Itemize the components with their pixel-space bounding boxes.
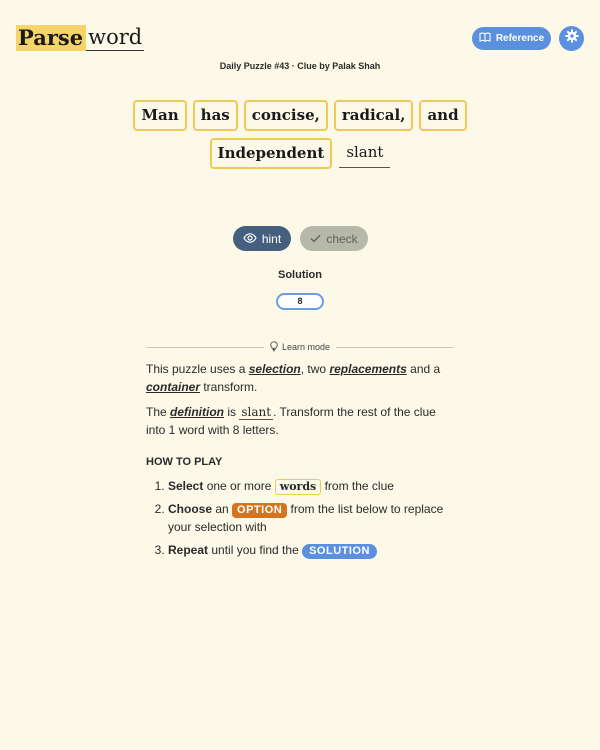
- text: This puzzle uses a: [146, 362, 249, 376]
- clue-row-2: [0, 138, 600, 169]
- divider-line: [336, 347, 454, 348]
- text: is: [224, 405, 240, 419]
- clue-row-1: [0, 100, 600, 131]
- transform-description: [146, 360, 456, 396]
- learn-mode-label: Learn mode: [281, 342, 331, 352]
- term-replacements[interactable]: replacements: [329, 362, 407, 376]
- reference-button[interactable]: [472, 27, 551, 50]
- step-verb: Repeat: [168, 543, 209, 557]
- text: , two: [300, 362, 330, 376]
- puzzle-subtitle: Daily Puzzle #43 · Clue by Palak Shah: [219, 61, 381, 71]
- text: transform.: [200, 380, 258, 394]
- how-to-step: [168, 541, 456, 559]
- logo-word: word: [88, 25, 143, 49]
- text: . Transform the rest of the clue into 1 word with 8 letters.: [146, 405, 436, 437]
- gear-icon: [565, 29, 579, 48]
- solution-label: Solution: [278, 269, 322, 281]
- clue-word[interactable]: and: [419, 100, 466, 131]
- hint-button[interactable]: [233, 226, 291, 251]
- settings-button[interactable]: [559, 26, 584, 51]
- text: one or more: [203, 479, 275, 493]
- clue-word[interactable]: has: [193, 100, 238, 131]
- step-verb: Choose: [168, 502, 213, 516]
- reference-label: Reference: [495, 33, 545, 44]
- learn-mode-divider: [146, 340, 454, 354]
- solution-chip: SOLUTION: [302, 544, 377, 559]
- check-button[interactable]: [300, 226, 368, 251]
- checkmark-icon: [310, 232, 321, 246]
- definition-word: slant: [339, 138, 390, 168]
- option-chip: OPTION: [232, 503, 287, 518]
- text: The: [146, 405, 171, 419]
- solution-length-input[interactable]: 8: [276, 293, 324, 310]
- logo: [16, 24, 144, 51]
- definition-inline: slant: [241, 405, 272, 419]
- term-container[interactable]: container: [146, 380, 201, 394]
- how-to-play-title: HOW TO PLAY: [146, 456, 223, 468]
- eye-icon: [243, 232, 257, 246]
- clue-word[interactable]: radical,: [334, 100, 414, 131]
- definition-description: [146, 403, 456, 439]
- logo-parse: Parse: [16, 25, 86, 51]
- learn-mode-toggle[interactable]: [264, 341, 336, 354]
- text: from the list below to replace your selection with: [168, 502, 444, 534]
- clue-word[interactable]: Independent: [210, 138, 333, 169]
- how-to-step: [168, 477, 456, 495]
- divider-line: [146, 347, 264, 348]
- book-icon: [479, 32, 491, 45]
- text: an: [212, 502, 233, 516]
- how-to-step: [168, 500, 456, 536]
- how-to-play-list: [146, 477, 456, 559]
- words-chip: words: [275, 479, 322, 495]
- clue-word[interactable]: Man: [133, 100, 186, 131]
- learn-content: [146, 360, 456, 564]
- term-selection[interactable]: selection: [248, 362, 301, 376]
- text: from the clue: [321, 479, 394, 493]
- lightbulb-icon: [270, 341, 278, 354]
- clue-word[interactable]: concise,: [244, 100, 328, 131]
- text: until you find the: [208, 543, 303, 557]
- check-label: check: [326, 231, 358, 246]
- term-definition[interactable]: definition: [170, 405, 225, 419]
- step-verb: Select: [168, 479, 204, 493]
- text: and a: [406, 362, 441, 376]
- hint-label: hint: [261, 231, 282, 246]
